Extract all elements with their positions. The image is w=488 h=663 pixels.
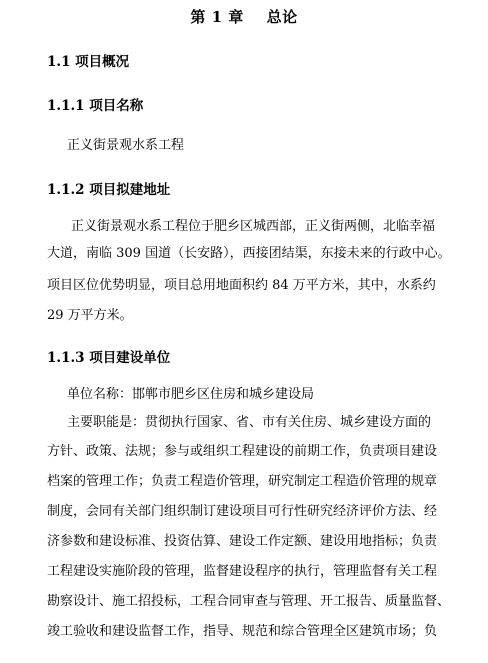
section-heading-1-1-1: 1.1.1 项目名称 bbox=[47, 98, 144, 114]
duties-line: 主要职能是：贯彻执行国家、省、市有关住房、城乡建设方面的 bbox=[67, 415, 432, 430]
duties-line: 竣工验收和建设监督工作，指导、规范和综合管理全区建筑市场；负 bbox=[47, 624, 438, 639]
duties-line: 工程建设实施阶段的管理，监督建设程序的执行，管理监督有关工程 bbox=[47, 564, 438, 579]
section-heading-1-1-2: 1.1.2 项目拟建地址 bbox=[47, 182, 171, 198]
duties-line: 制度，会同有关部门组织制订建设项目可行性研究经济评价方法、经 bbox=[47, 504, 438, 519]
duties-line: 方针、政策、法规；参与或组织工程建设的前期工作，负责项目建设 bbox=[47, 444, 438, 459]
duties-line: 勘察设计、施工招投标，工程合同审查与管理、开工报告、质量监督、 bbox=[47, 594, 451, 609]
address-line: 大道，南临 309 国道（长安路），西接团结渠，东接未来的行政中心。 bbox=[47, 246, 451, 261]
chapter-title: 第 1 章 总论 bbox=[190, 8, 298, 26]
address-line: 正义街景观水系工程位于肥乡区城西部，正义街两侧，北临幸福 bbox=[71, 219, 436, 234]
project-name-text: 正义街景观水系工程 bbox=[67, 138, 185, 153]
section-heading-1-1: 1.1 项目概况 bbox=[47, 54, 130, 70]
address-line: 项目区位优势明显，项目总用地面积约 84 万平方米，其中，水系约 bbox=[47, 278, 436, 293]
duties-line: 档案的管理工作；负责工程造价管理，研究制定工程造价管理的规章 bbox=[47, 474, 438, 489]
address-line: 29 万平方米。 bbox=[47, 308, 133, 323]
section-heading-1-1-3: 1.1.3 项目建设单位 bbox=[47, 350, 171, 366]
duties-line: 济参数和建设标准、投资估算、建设工作定额、建设用地指标；负责 bbox=[47, 534, 438, 549]
unit-name-text: 单位名称：邯郸市肥乡区住房和城乡建设局 bbox=[67, 387, 315, 402]
